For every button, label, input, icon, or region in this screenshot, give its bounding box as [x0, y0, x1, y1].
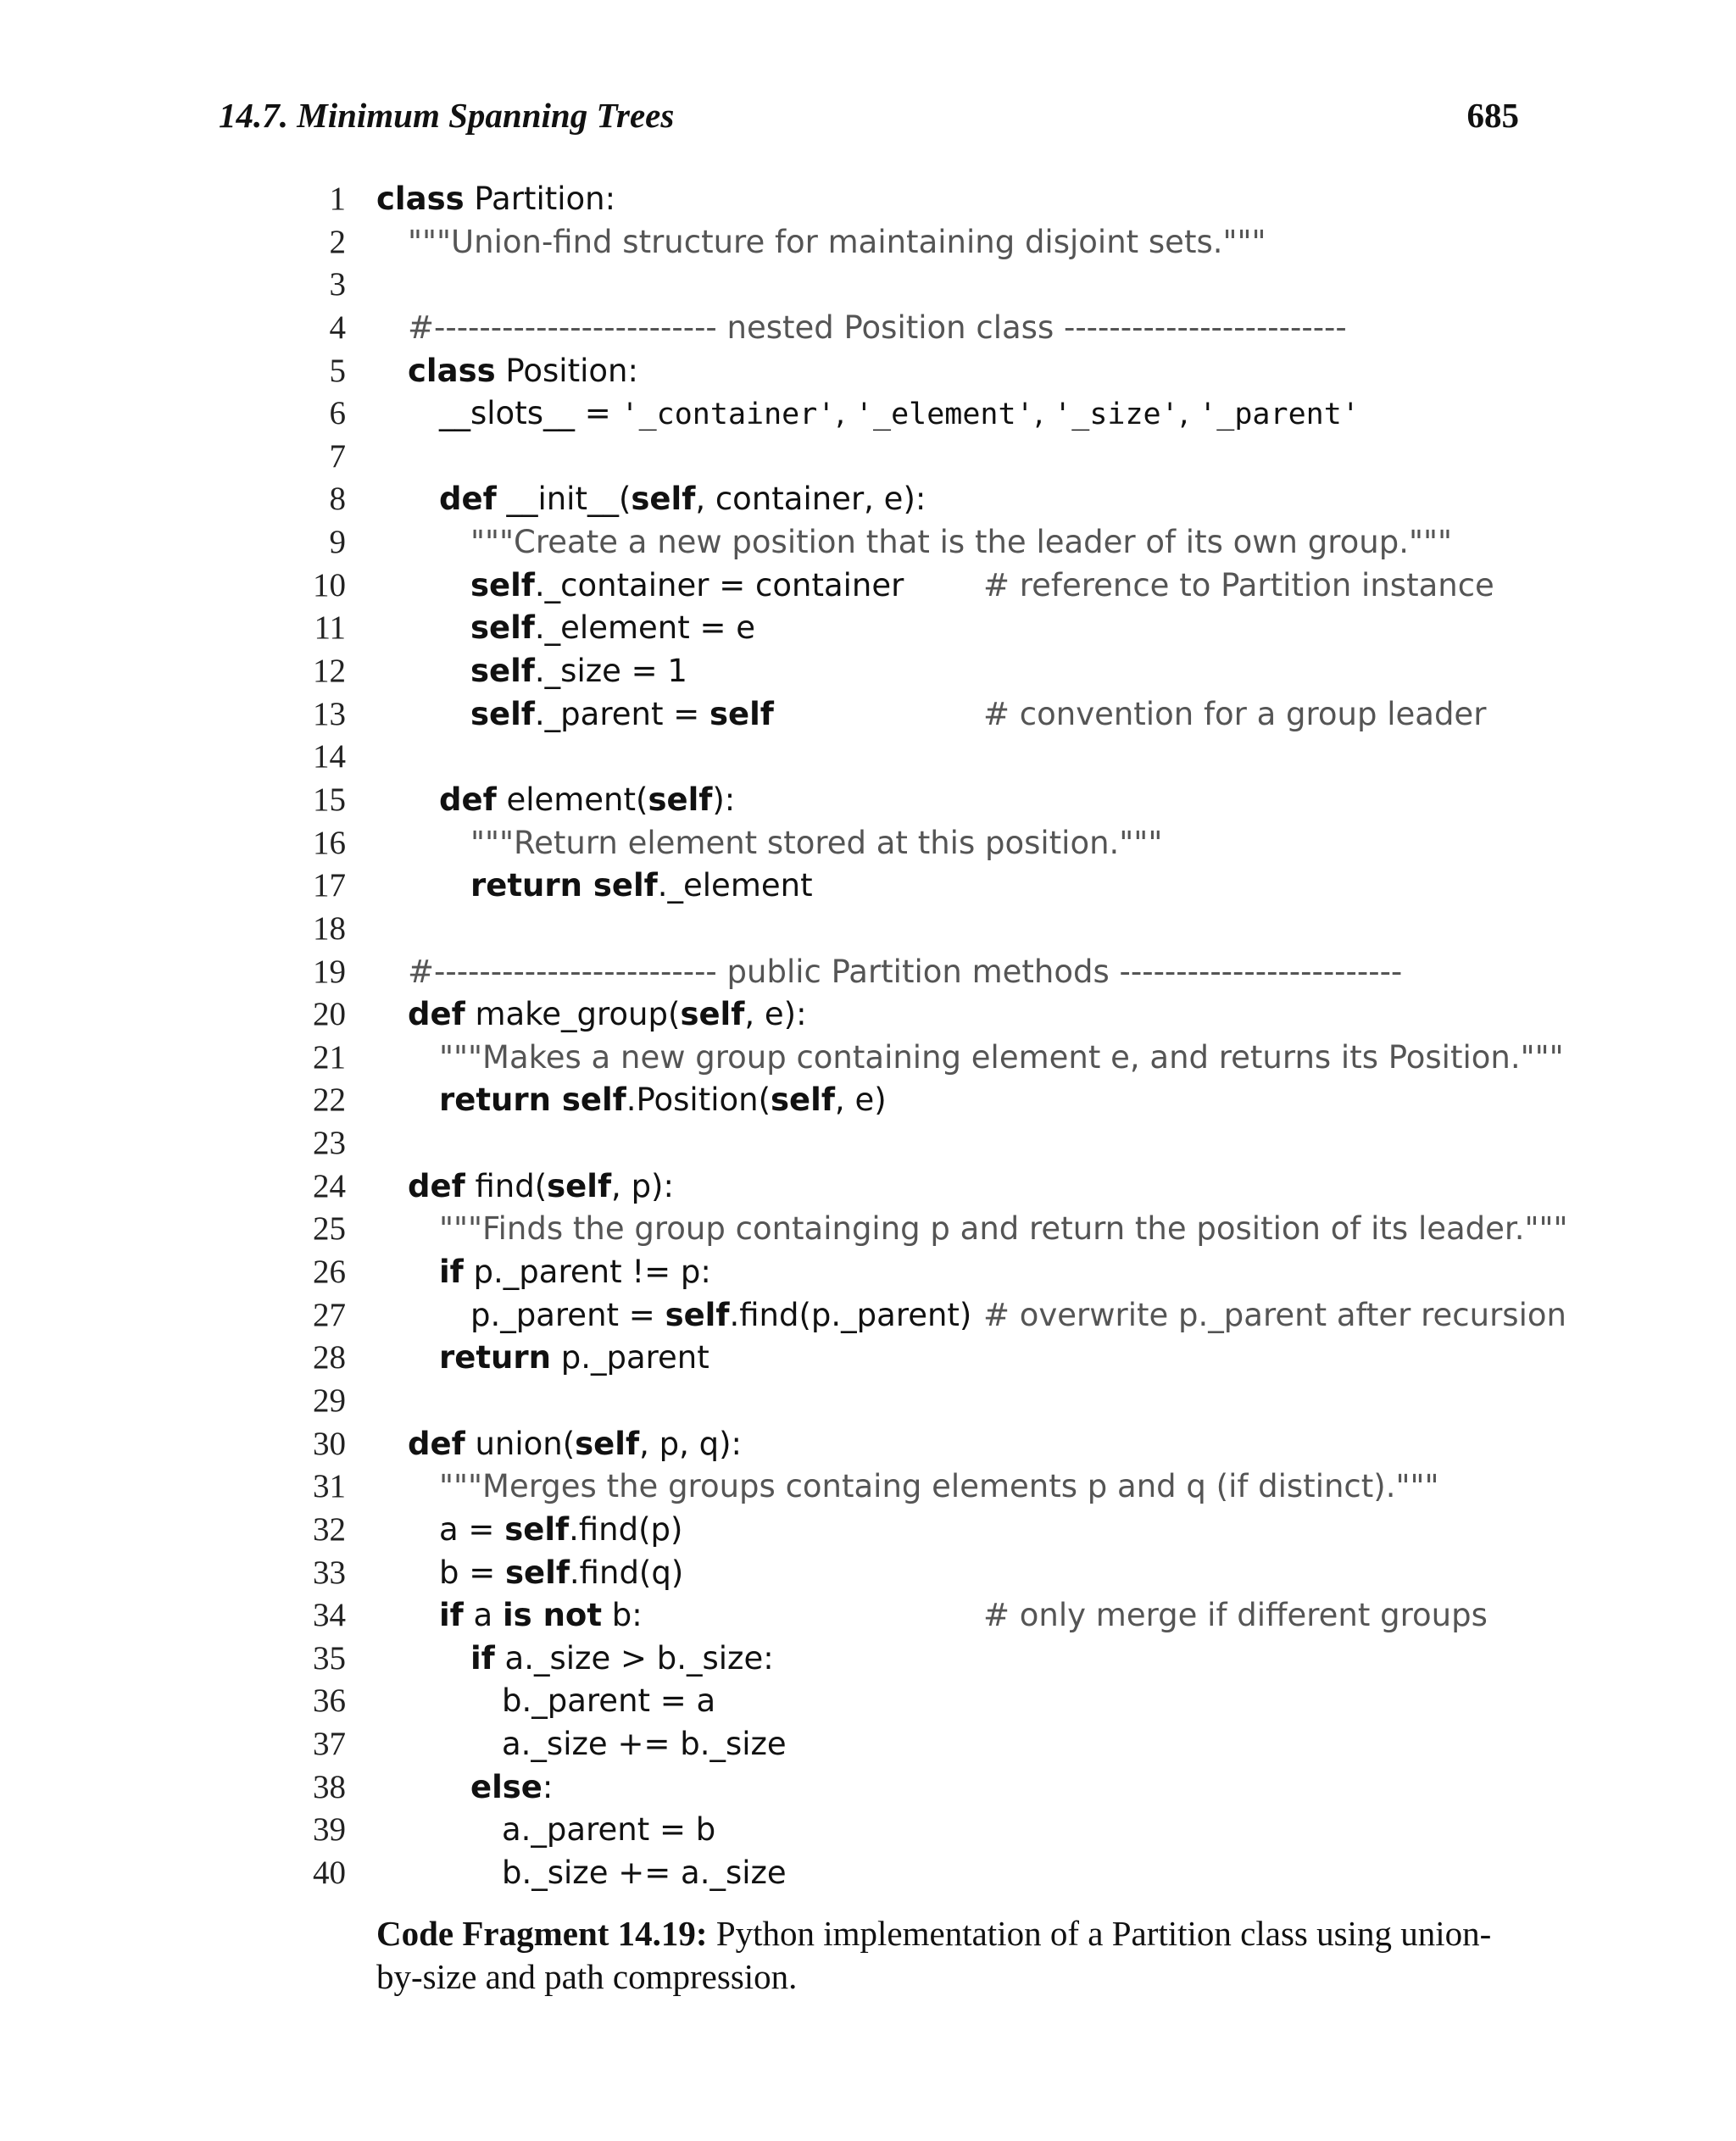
line-number: 34 [313, 1597, 346, 1634]
code-line [0, 178, 1736, 221]
code-line [0, 607, 1736, 650]
code-text [502, 1809, 715, 1852]
code-token: '_container' [620, 398, 836, 432]
keyword: self [665, 1296, 730, 1333]
code-text [408, 307, 1347, 350]
keyword: self [680, 996, 745, 1033]
code-token: , container, e): [695, 481, 926, 518]
line-number: 10 [313, 566, 346, 603]
code-token: a._size += b._size [502, 1726, 787, 1763]
page-number: 685 [1466, 96, 1519, 135]
inline-comment: # only merge if different groups [983, 1597, 1488, 1634]
running-header [219, 95, 1519, 136]
code-text [470, 1294, 971, 1337]
code-line [0, 1552, 1736, 1595]
line-number: 14 [313, 738, 346, 776]
code-text [376, 178, 615, 221]
keyword: def [439, 481, 497, 518]
line-number: 16 [313, 824, 346, 861]
line-number: 32 [313, 1510, 346, 1548]
inline-comment: # convention for a group leader [983, 695, 1487, 732]
code-token: union( [465, 1425, 576, 1462]
keyword: return [439, 1339, 551, 1376]
code-line [0, 1766, 1736, 1810]
keyword: is not [502, 1597, 603, 1634]
code-token: a = [439, 1510, 505, 1548]
code-token: a._parent = b [502, 1811, 716, 1849]
keyword: def [439, 781, 497, 818]
code-line [0, 1165, 1736, 1209]
code-line [0, 307, 1736, 350]
caption-text: Python implementation of a Partition class using union-by-size and path compression. [376, 1914, 1492, 1996]
code-token: '_parent' [1199, 398, 1360, 432]
code-text [408, 350, 638, 393]
line-number: 3 [329, 266, 346, 303]
line-number: 22 [313, 1082, 346, 1119]
code-line [0, 1079, 1736, 1122]
code-token: b = [439, 1554, 506, 1591]
code-text [470, 1638, 774, 1681]
keyword: else [470, 1768, 542, 1805]
code-line [0, 478, 1736, 521]
comment-text: #------------------------- nested Position class ------------------------- [408, 309, 1347, 346]
code-text [408, 221, 1266, 264]
code-line [0, 1809, 1736, 1852]
code-text [502, 1723, 787, 1766]
line-number: 30 [313, 1425, 346, 1462]
code-token: Position: [495, 352, 638, 389]
code-token: b._parent = a [502, 1682, 716, 1720]
code-text [408, 1423, 742, 1466]
code-line [0, 436, 1736, 479]
docstring: """Finds the group containging p and return the position of its leader.""" [439, 1210, 1568, 1248]
docstring: """Return element stored at this position.""" [470, 824, 1163, 861]
code-text [439, 779, 735, 822]
code-line [0, 1380, 1736, 1423]
code-line [0, 350, 1736, 393]
line-number: 15 [313, 781, 346, 818]
keyword: self [547, 1167, 612, 1204]
code-line [0, 865, 1736, 908]
keyword: self [709, 695, 774, 732]
code-token: , [835, 395, 855, 432]
keyword: self [575, 1425, 640, 1462]
line-number: 19 [313, 953, 346, 990]
code-text [439, 1079, 887, 1122]
code-token: , e) [834, 1082, 887, 1119]
code-text [408, 951, 1402, 994]
code-token: b._size += a._size [502, 1854, 787, 1891]
line-number: 21 [313, 1038, 346, 1076]
keyword: self [470, 609, 535, 647]
line-number: 18 [313, 909, 346, 947]
line-number: 35 [313, 1639, 346, 1677]
code-token: , e): [744, 996, 807, 1033]
line-number: 13 [313, 695, 346, 732]
code-token: make_group( [465, 996, 681, 1033]
line-number: 31 [313, 1468, 346, 1505]
code-text [470, 693, 774, 737]
code-token: , [1033, 395, 1054, 432]
docstring: """Union-find structure for maintaining disjoint sets.""" [408, 223, 1266, 260]
keyword: def [408, 996, 465, 1033]
code-line [0, 908, 1736, 951]
keyword: if [439, 1254, 464, 1291]
code-line [0, 264, 1736, 307]
code-line [0, 1852, 1736, 1895]
code-token: .Position( [626, 1082, 771, 1119]
code-line [0, 1122, 1736, 1165]
line-number: 25 [313, 1210, 346, 1248]
code-text [470, 865, 813, 908]
line-number: 7 [329, 437, 346, 475]
caption-label: Code Fragment 14.19: [376, 1914, 708, 1953]
code-line [0, 1638, 1736, 1681]
code-text [470, 822, 1162, 865]
code-text [470, 521, 1452, 564]
keyword: self [631, 481, 696, 518]
code-text [439, 392, 1360, 437]
keyword: self [648, 781, 713, 818]
keyword: if [470, 1639, 495, 1677]
code-token: p._parent [550, 1339, 709, 1376]
keyword: class [408, 352, 496, 389]
code-line [0, 1294, 1736, 1337]
code-token: .find(p._parent) [729, 1296, 972, 1333]
code-line [0, 693, 1736, 737]
code-line [0, 993, 1736, 1037]
code-token: ._element = e [534, 609, 756, 647]
code-token: '_element' [854, 398, 1034, 432]
code-listing [0, 178, 1736, 1895]
inline-comment: # overwrite p._parent after recursion [983, 1296, 1566, 1333]
code-text [439, 1465, 1439, 1509]
code-text [439, 478, 926, 521]
code-line [0, 1423, 1736, 1466]
code-token: b: [602, 1597, 643, 1634]
code-line [0, 822, 1736, 865]
code-token: ): [712, 781, 736, 818]
code-text [502, 1680, 715, 1723]
line-number: 4 [329, 309, 346, 346]
code-text [439, 1337, 709, 1380]
code-text [470, 564, 904, 608]
keyword: self [470, 566, 535, 603]
code-token: ._parent = [534, 695, 709, 732]
code-token: '_size' [1054, 398, 1179, 432]
code-line [0, 736, 1736, 779]
keyword: self [504, 1510, 570, 1548]
keyword: def [408, 1167, 465, 1204]
line-number: 33 [313, 1554, 346, 1591]
line-number: 39 [313, 1811, 346, 1849]
line-number: 27 [313, 1296, 346, 1333]
keyword: self [505, 1554, 570, 1591]
line-number: 8 [329, 481, 346, 518]
code-line [0, 1337, 1736, 1380]
code-token: , p): [611, 1167, 674, 1204]
line-number: 24 [313, 1167, 346, 1204]
line-number: 28 [313, 1339, 346, 1376]
line-number: 40 [313, 1854, 346, 1891]
code-token: , [1178, 395, 1199, 432]
line-number: 6 [329, 395, 346, 432]
docstring: """Merges the groups containg elements p and q (if distinct).""" [439, 1468, 1439, 1505]
line-number: 23 [313, 1125, 346, 1162]
code-line [0, 1251, 1736, 1294]
code-line [0, 392, 1736, 436]
code-token: .find(p) [569, 1510, 683, 1548]
code-line [0, 1509, 1736, 1552]
code-text [408, 993, 807, 1037]
code-text [408, 1165, 674, 1209]
line-number: 36 [313, 1682, 346, 1720]
line-number: 26 [313, 1254, 346, 1291]
line-number: 17 [313, 867, 346, 904]
code-token: a [463, 1597, 503, 1634]
keyword: self [470, 653, 535, 690]
line-number: 12 [313, 653, 346, 690]
code-text [470, 607, 755, 650]
code-line [0, 779, 1736, 822]
code-line [0, 1465, 1736, 1509]
line-number: 11 [314, 609, 346, 647]
code-line [0, 564, 1736, 608]
code-line [0, 1680, 1736, 1723]
code-line [0, 1723, 1736, 1766]
code-token: Partition: [464, 181, 616, 217]
code-token: ._size = 1 [534, 653, 687, 690]
section-title: 14.7. Minimum Spanning Trees [219, 96, 675, 135]
keyword: if [439, 1597, 464, 1634]
code-text [439, 1594, 643, 1638]
code-token: element( [496, 781, 648, 818]
code-text [439, 1509, 682, 1552]
keyword: class [376, 181, 465, 217]
code-text [470, 650, 687, 693]
code-text [439, 1208, 1568, 1251]
code-token: __slots__ = [439, 395, 621, 432]
docstring: """Makes a new group containing element e, and returns its Position.""" [439, 1038, 1564, 1076]
keyword: def [408, 1425, 465, 1462]
code-line [0, 1208, 1736, 1251]
code-token: ._element [657, 867, 813, 904]
code-text [439, 1552, 683, 1595]
code-token: p._parent = [470, 1296, 665, 1333]
keyword: return self [470, 867, 658, 904]
code-token: find( [465, 1167, 548, 1204]
line-number: 9 [329, 524, 346, 561]
line-number: 5 [329, 352, 346, 389]
comment-text: #------------------------- public Partition methods ------------------------- [408, 953, 1403, 990]
line-number: 38 [313, 1768, 346, 1805]
code-token: a._size > b._size: [494, 1639, 774, 1677]
code-line [0, 1594, 1736, 1638]
code-line [0, 1037, 1736, 1080]
code-token: ._container = container [534, 566, 904, 603]
docstring: """Create a new position that is the leader of its own group.""" [470, 524, 1453, 561]
code-token: __init__( [496, 481, 632, 518]
keyword: return self [439, 1082, 626, 1119]
code-token: , p, q): [639, 1425, 742, 1462]
code-token: : [542, 1768, 554, 1805]
keyword: self [470, 695, 535, 732]
line-number: 20 [313, 996, 346, 1033]
line-number: 2 [329, 223, 346, 260]
code-line [0, 650, 1736, 693]
inline-comment: # reference to Partition instance [983, 566, 1494, 603]
line-number: 29 [313, 1382, 346, 1419]
code-token: p._parent != p: [463, 1254, 711, 1291]
code-line [0, 521, 1736, 564]
code-text [439, 1037, 1564, 1080]
code-line [0, 951, 1736, 994]
code-token: .find(q) [569, 1554, 684, 1591]
code-line [0, 221, 1736, 264]
code-text [439, 1251, 711, 1294]
line-number: 1 [329, 181, 346, 217]
code-text [502, 1852, 787, 1895]
keyword: self [771, 1082, 835, 1119]
code-text [470, 1766, 553, 1810]
code-caption [376, 1912, 1533, 1999]
line-number: 37 [313, 1726, 346, 1763]
